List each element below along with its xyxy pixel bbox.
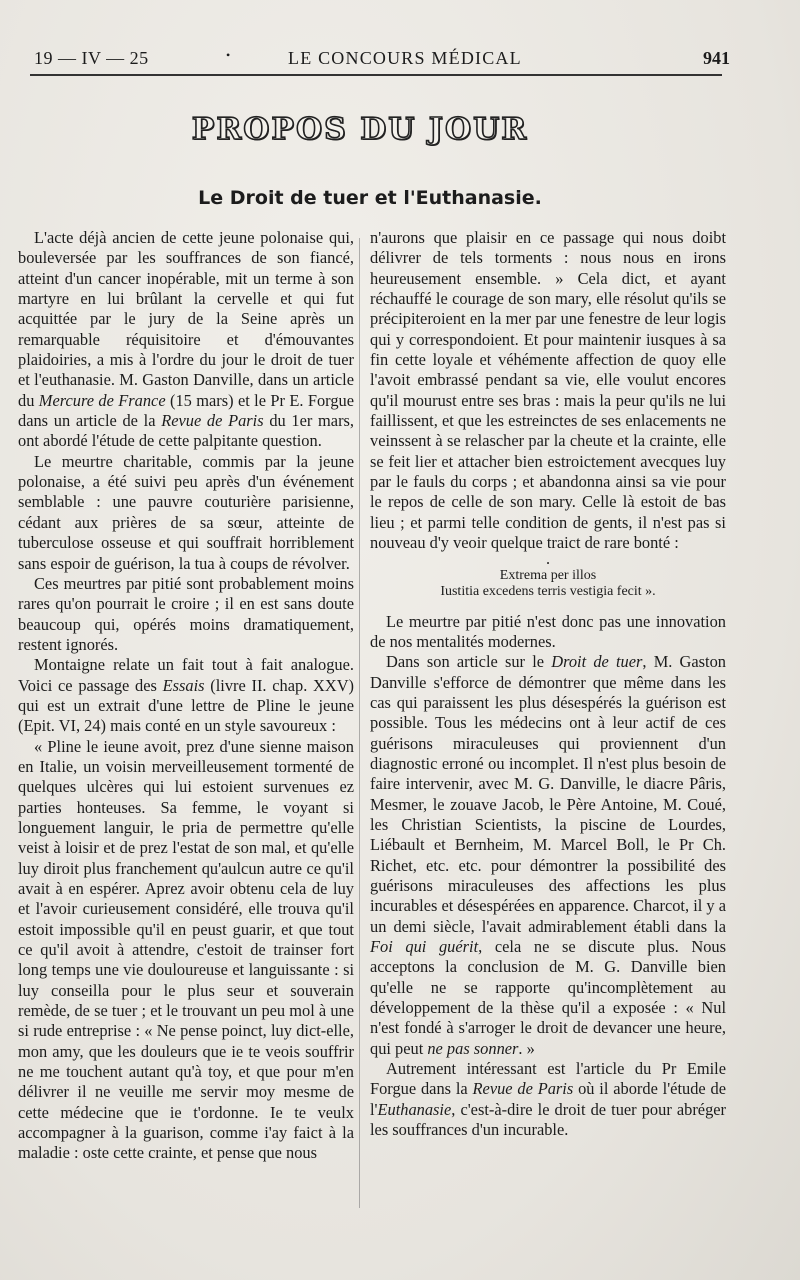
paragraph: Ces meurtres par pitié sont probablement moins rares qu'on pourrait le croire ; il en est sans doute beaucoup qui, opérés moins dramatiquement, restent ignorés. — [18, 573, 354, 654]
section-title: PROPOS DU JOUR — [191, 112, 529, 147]
article-title: Le Droit de tuer et l'Euthanasie. — [198, 187, 542, 209]
paragraph: L'acte déjà ancien de cette jeune polonaise qui, bouleversée par les souffrances de son fiancé, atteint d'un cancer inopérable, mit un terme à son martyre en lui brûlant la cervelle et qui fut acquittée par le jury de la Seine après un remarquable réquisitoire et d'émouvantes plaidoiries, a mis à l'ordre du jour le droit de tuer et l'euthanasie. M. Gaston Danville, dans un article du Mercure de France (15 mars) et le Pr E. Forgue dans un article de la Revue de Paris du 1er mars, ont abordé l'étude de cette palpitante question. — [18, 228, 355, 451]
paragraph: Le meurtre charitable, commis par la jeune polonaise, a été suivi peu après d'un événement semblable : une pauvre couturière parisienne, cédant aux prières de sa sœur, atteinte de tuberculose osseuse et qui souffrait horriblement sans espoir de guérison, la tua à coups de révolver. — [18, 451, 354, 573]
header-rule — [30, 74, 722, 76]
latin-quote — [370, 560, 726, 600]
paragraph: Montaigne relate un fait tout à fait analogue. Voici ce passage des Essais (livre II. chap. XXV) qui est un extrait d'une lettre de Pline le jeune (Epit. VI, 24) mais conté en un style savoureux : — [18, 655, 354, 736]
montaigne-quote: « Pline le ieune avoit, prez d'une sienne maison en Italie, un voisin merveilleusement tormenté de quelques ulcères qui lui estoient survenues ez parties honteuses. Sa femme, le voyant si longuement languir, le pria de permettre qu'elle veist à loisir et de prez l'estat de son mal, et qu'elle luy diroit plus franchement qu'aulcun autre ce qu'il avait à en espérer. Aprez avoir obtenu cela de luy et l'avoir curieusement considéré, elle trouva qu'il estoit impossible qu'il en peust guarir, et que tout ce qu'il avoit à attendre, c'estoit de trainser fort long temps une vie douloureuse et languissante : si luy conseilla pour le plus seur et souverain remède, de se tuer ; et le trouvant un peu mol à une si rude entreprise : « Ne pense poinct, luy dict-elle, mon amy, que les douleurs que ie te veois souffrir ne me touchent autant qu'à toy, et que pour m'en délivrer il ne veuille me servir moy mesme de cette médecine que ie t'ordonne. Ie te veulx accompagner à la guarison, comme i'ay faict à la maladie : oste cette crainte, et pense que nous — [18, 736, 354, 1163]
quote-line: Iustitia excedens terris vestigia fecit ». — [440, 583, 656, 599]
left-column — [18, 228, 354, 1164]
issue-date: 19 — IV — 25 — [34, 48, 149, 68]
right-column — [370, 228, 726, 1140]
column-divider — [359, 238, 360, 1208]
page-number: 941 — [703, 48, 730, 68]
paragraph: Dans son article sur le Droit de tuer, M. Gaston Danville s'efforce de démontrer que même dans les cas qui paraissent les plus désespérés la guérison est possible. Tous les médecins ont à leur actif de ces guérisons miraculeuses qui proviennent d'un diagnostic erroné ou incomplet. Il n'est plus besoin de faire intervenir, avec M. G. Danville, le diacre Pâris, Mesmer, le zouave Jacob, le Père Antoine, M. Coué, les Christian Scientists, la piscine de Lourdes, Liébault et Bernheim, M. Marcel Boll, le Pr Ch. Richet, etc. etc. pour démontrer la possibilité des guérisons miraculeuses des affections les plus incurables et désespérées en apparence. Charcot, il y a un demi siècle, l'avait admirablement établi dans la Foi qui guérit, cela ne se discute plus. Nous acceptons la conclusion de M. G. Danville bien qu'elle ne se rapporte qu'incomplètement au développement de la thèse qu'il a exposée : « Nul n'est fondé à s'arroger le droit de devancer une heure, qui peut ne pas sonner. » — [370, 652, 727, 1058]
paragraph: Le meurtre par pitié n'est donc pas une innovation de nos mentalités modernes. — [370, 611, 726, 651]
paragraph: n'aurons que plaisir en ce passage qui nous doibt délivrer de tels torments : nous nous en irons heureusement ensemble. » Cela dict, et ayant réchauffé le courage de son mary, elle résolut qu'ils se précipiteroient en la mer par une fenestre de leur logis qui y correspondoient. Et pour maintenir iusques à sa fin cette loyale et véhémente affection de quoy elle l'avoit embrassé pendant sa vie, elle voulut encores qu'il mourust entre ses bras : mais la peur qu'ils ne lui faillissent, et que les estreinctes de ses enlacements ne veinssent à se relascher par la cheute et la crainte, elle se feit lier et attacher bien estroictement avecques luy par le fauls du corps ; et abandonna ainsi sa vie pour le repos de celle de son mary. Celle là estoit de bas lieu ; et parmi telle condition de gents, il n'est pas si nouveau d'y veoir quelque traict de rare bonté : — [370, 228, 726, 553]
quote-mark: • — [546, 558, 550, 568]
paragraph: Autrement intéressant est l'article du Pr Emile Forgue dans la Revue de Paris où il aborde l'étude de l'Euthanasie, c'est-à-dire le droit de tuer pour abréger les souffrances d'un incurable. — [370, 1059, 726, 1140]
journal-name: LE CONCOURS MÉDICAL — [288, 48, 522, 68]
quote-line: Extrema per illos — [499, 567, 597, 583]
running-header — [30, 46, 730, 72]
header-bullet: • — [226, 48, 231, 62]
